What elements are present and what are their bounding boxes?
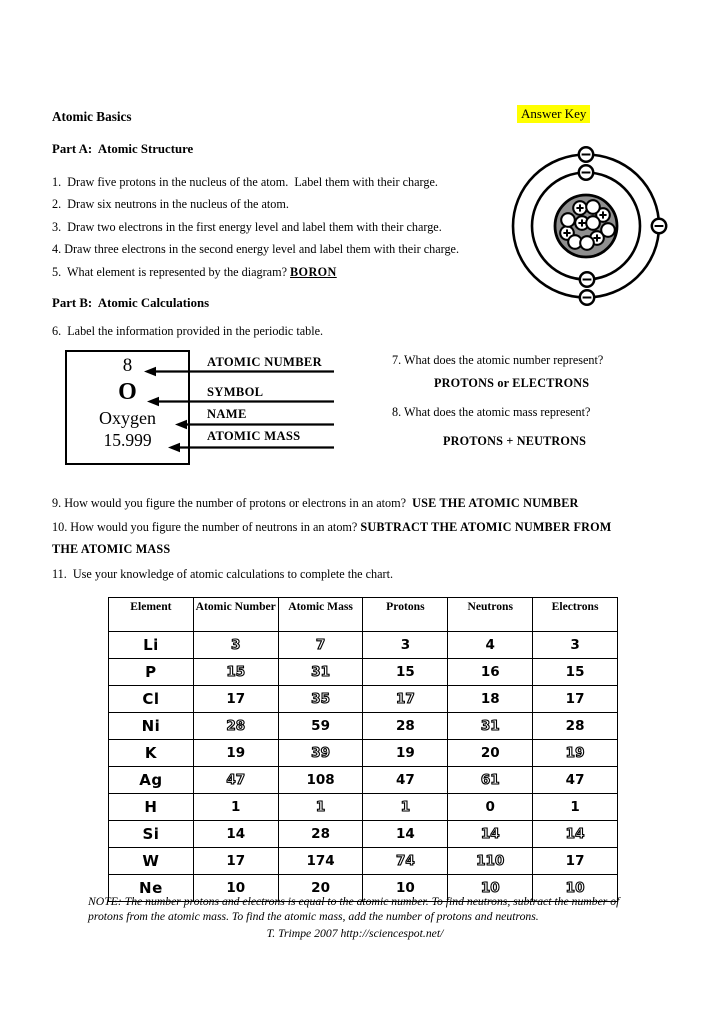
question-5 — [52, 265, 337, 279]
given-value-cell: 174 — [278, 848, 363, 875]
given-value-cell: 47 — [533, 767, 618, 794]
table-header-row — [109, 598, 618, 632]
neutron-icon — [586, 216, 600, 230]
electron-icon — [652, 219, 666, 233]
given-value-cell: 20 — [448, 740, 533, 767]
question-9-answer: USE THE ATOMIC NUMBER — [412, 496, 579, 510]
question-7-answer: PROTONS or ELECTRONS — [434, 376, 590, 390]
neutron-icon — [561, 213, 575, 227]
given-value-cell: 15 — [363, 659, 448, 686]
question-5-text: 5. What element is represented by the diagram? — [52, 265, 291, 279]
table-row — [109, 767, 618, 794]
given-value-cell: 47 — [363, 767, 448, 794]
given-value-cell: 1 — [193, 794, 278, 821]
page-title: Atomic Basics — [52, 109, 132, 124]
question-8-answer: PROTONS + NEUTRONS — [443, 434, 587, 448]
label-atomic-mass: ATOMIC MASS — [207, 429, 301, 443]
neutron-icon — [601, 223, 615, 237]
element-symbol-cell: Li — [109, 632, 194, 659]
answer-value-cell: 31 — [448, 713, 533, 740]
electron-icon — [580, 290, 594, 304]
given-value-cell: 28 — [278, 821, 363, 848]
answer-value-cell: 14 — [533, 821, 618, 848]
question-5-answer: BORON — [290, 265, 337, 279]
given-value-cell: 14 — [363, 821, 448, 848]
note-line-2: protons from the atomic mass. To find the atomic mass, add the number of protons and neutrons. — [88, 909, 539, 923]
element-symbol-cell: P — [109, 659, 194, 686]
question-11: 11. Use your knowledge of atomic calculations to complete the chart. — [52, 567, 394, 581]
answer-value-cell: 1 — [363, 794, 448, 821]
column-header: Electrons — [533, 598, 618, 632]
table-row — [109, 632, 618, 659]
label-atomic-number: ATOMIC NUMBER — [207, 355, 323, 369]
question-1: 1. Draw five protons in the nucleus of the atom. Label them with their charge. — [52, 175, 438, 189]
element-symbol: O — [118, 379, 137, 405]
given-value-cell: 19 — [193, 740, 278, 767]
question-9 — [52, 496, 579, 510]
electron-icon — [579, 147, 593, 161]
answer-value-cell: 61 — [448, 767, 533, 794]
given-value-cell: 28 — [533, 713, 618, 740]
neutron-icon — [580, 236, 594, 250]
table-row — [109, 713, 618, 740]
table-row — [109, 848, 618, 875]
given-value-cell: 3 — [363, 632, 448, 659]
element-symbol-cell: Cl — [109, 686, 194, 713]
arrow-atomic-mass — [168, 443, 334, 452]
element-table — [108, 597, 618, 902]
column-header: Element — [109, 598, 194, 632]
given-value-cell: 1 — [533, 794, 618, 821]
column-header: Atomic Mass — [278, 598, 363, 632]
element-symbol-cell: Ni — [109, 713, 194, 740]
element-name: Oxygen — [99, 408, 156, 428]
given-value-cell: 59 — [278, 713, 363, 740]
answer-value-cell: 10 — [533, 875, 618, 902]
question-9-text: 9. How would you figure the number of protons or electrons in an atom? — [52, 496, 410, 510]
given-value-cell: 10 — [193, 875, 278, 902]
table-row — [109, 821, 618, 848]
arrow-name — [175, 420, 334, 429]
label-symbol: SYMBOL — [207, 385, 264, 399]
note-text — [88, 895, 678, 924]
given-value-cell: 3 — [533, 632, 618, 659]
question-10 — [52, 520, 611, 534]
answer-value-cell: 7 — [278, 632, 363, 659]
given-value-cell: 0 — [448, 794, 533, 821]
answer-value-cell: 35 — [278, 686, 363, 713]
answer-value-cell: 47 — [193, 767, 278, 794]
question-10-text: 10. How would you figure the number of neutrons in an atom? — [52, 520, 361, 534]
answer-value-cell: 19 — [533, 740, 618, 767]
credit-line: T. Trimpe 2007 http://sciencespot.net/ — [266, 927, 444, 940]
part-b-heading: Part B: Atomic Calculations — [52, 296, 210, 310]
answer-value-cell: 28 — [193, 713, 278, 740]
answer-value-cell: 1 — [278, 794, 363, 821]
question-3: 3. Draw two electrons in the first energy level and label them with their charge. — [52, 220, 442, 234]
given-value-cell: 14 — [193, 821, 278, 848]
part-a-heading: Part A: Atomic Structure — [52, 142, 194, 156]
given-value-cell: 108 — [278, 767, 363, 794]
question-10-answer-line2: THE ATOMIC MASS — [52, 542, 171, 556]
answer-value-cell: 3 — [193, 632, 278, 659]
given-value-cell: 4 — [448, 632, 533, 659]
electron-icon — [580, 272, 594, 286]
given-value-cell: 17 — [533, 686, 618, 713]
question-2: 2. Draw six neutrons in the nucleus of the atom. — [52, 197, 289, 211]
table-row — [109, 686, 618, 713]
given-value-cell: 17 — [533, 848, 618, 875]
given-value-cell: 17 — [193, 686, 278, 713]
answer-value-cell: 14 — [448, 821, 533, 848]
element-atomic-number: 8 — [122, 355, 133, 376]
question-4: 4. Draw three electrons in the second energy level and label them with their charge. — [52, 242, 460, 256]
table-row — [109, 794, 618, 821]
given-value-cell: 19 — [363, 740, 448, 767]
answer-value-cell: 31 — [278, 659, 363, 686]
question-8: 8. What does the atomic mass represent? — [392, 405, 591, 419]
given-value-cell: 20 — [278, 875, 363, 902]
neutron-icon — [586, 200, 600, 214]
answer-value-cell: 39 — [278, 740, 363, 767]
answer-value-cell: 110 — [448, 848, 533, 875]
given-value-cell: 16 — [448, 659, 533, 686]
table-row — [109, 659, 618, 686]
given-value-cell: 10 — [363, 875, 448, 902]
element-symbol-cell: Si — [109, 821, 194, 848]
element-symbol-cell: Ag — [109, 767, 194, 794]
element-table-body — [109, 632, 618, 902]
answer-value-cell: 17 — [363, 686, 448, 713]
proton-icon — [573, 201, 587, 215]
electron-icon — [579, 165, 593, 179]
element-symbol-cell: H — [109, 794, 194, 821]
given-value-cell: 18 — [448, 686, 533, 713]
question-6: 6. Label the information provided in the periodic table. — [52, 324, 324, 338]
element-symbol-cell: W — [109, 848, 194, 875]
atom-diagram — [505, 138, 680, 310]
element-atomic-mass: 15.999 — [103, 430, 152, 450]
column-header: Atomic Number — [193, 598, 278, 632]
answer-value-cell: 74 — [363, 848, 448, 875]
answer-value-cell: 15 — [193, 659, 278, 686]
column-header: Protons — [363, 598, 448, 632]
question-10-answer-line1: SUBTRACT THE ATOMIC NUMBER FROM — [360, 520, 612, 534]
note-line-1: NOTE: The number protons and electrons is equal to the atomic number. To find neutrons, subtract the number of — [88, 895, 620, 908]
question-7: 7. What does the atomic number represent? — [392, 353, 604, 367]
answer-value-cell: 10 — [448, 875, 533, 902]
given-value-cell: 15 — [533, 659, 618, 686]
element-symbol-cell: Ne — [109, 875, 194, 902]
label-name: NAME — [207, 407, 247, 421]
column-header: Neutrons — [448, 598, 533, 632]
answer-key-badge: Answer Key — [517, 105, 590, 123]
element-symbol-cell: K — [109, 740, 194, 767]
given-value-cell: 17 — [193, 848, 278, 875]
given-value-cell: 28 — [363, 713, 448, 740]
table-row — [109, 740, 618, 767]
